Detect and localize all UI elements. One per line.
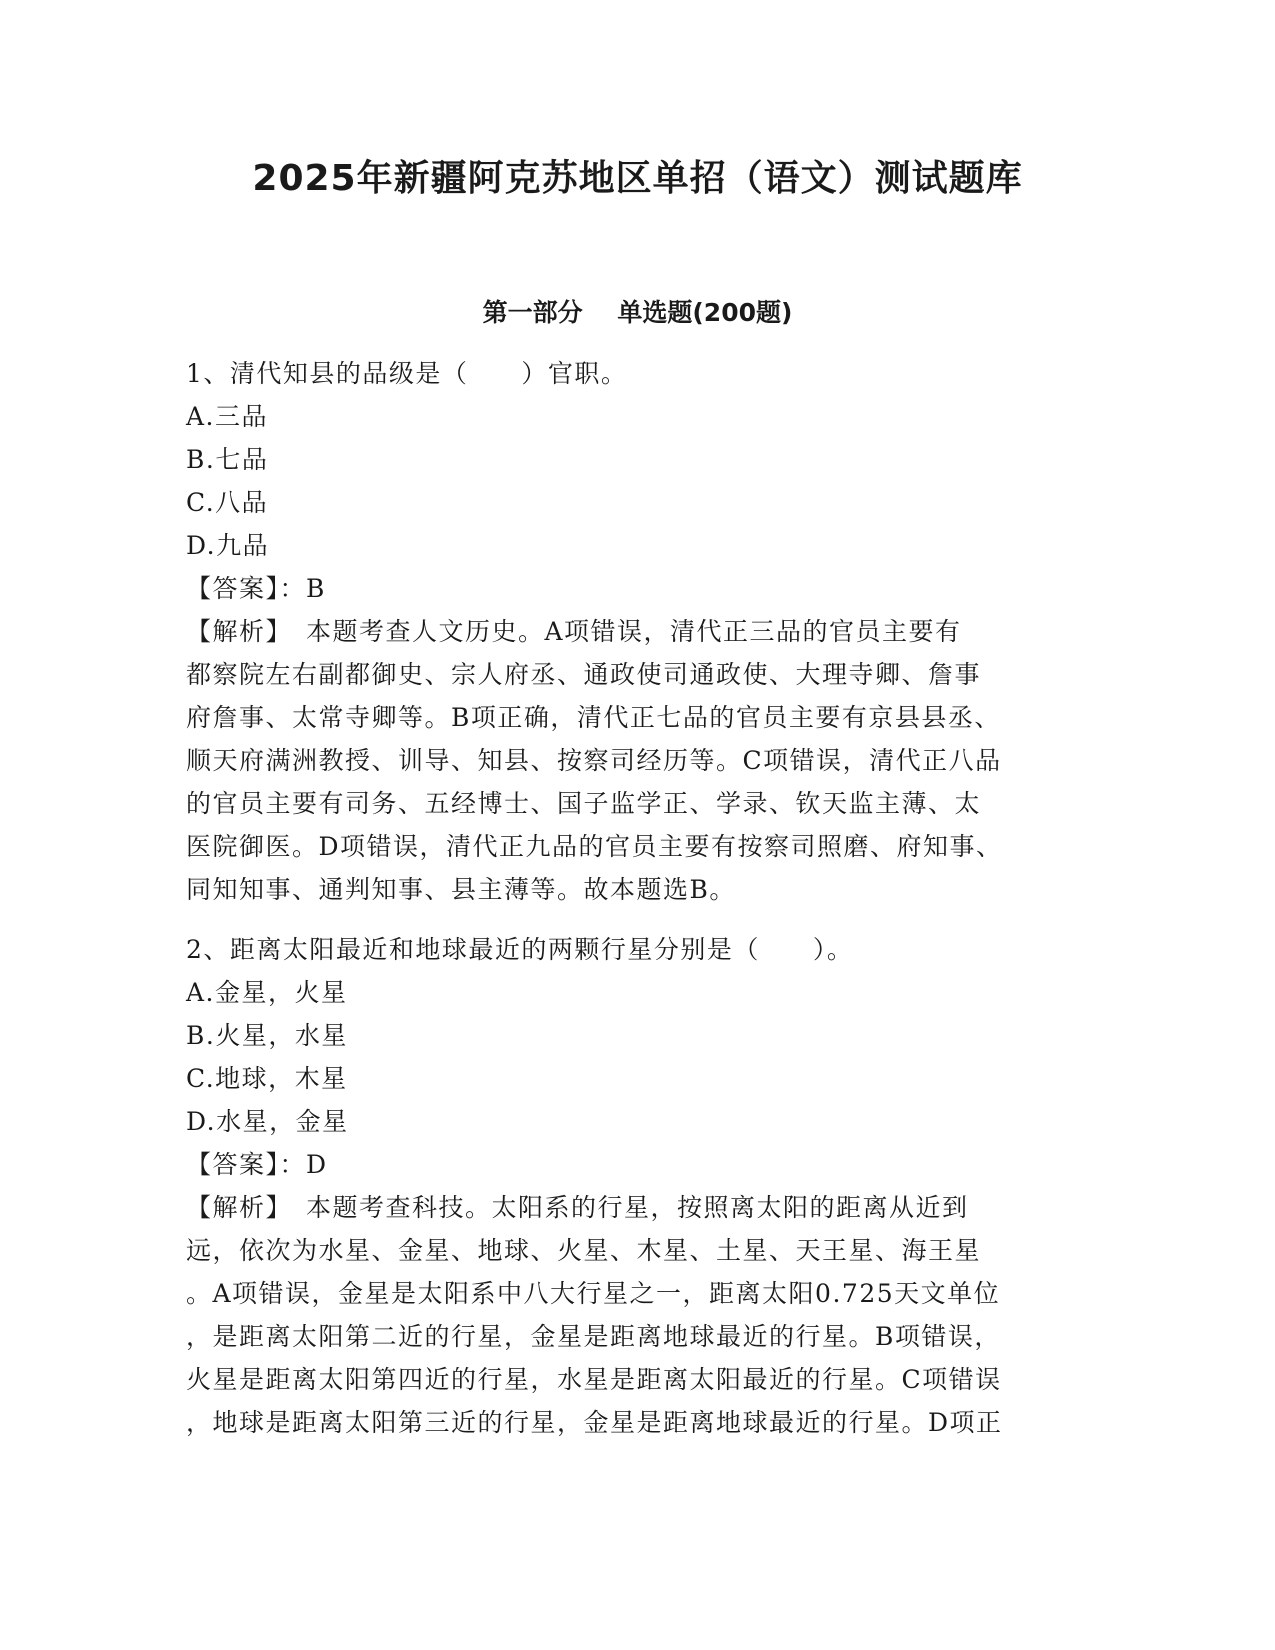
option-d: D.水星，金星	[186, 1107, 349, 1136]
analysis-line: 顺天府满洲教授、训导、知县、按察司经历等。C项错误，清代正八品	[186, 746, 1002, 775]
analysis-line: 府詹事、太常寺卿等。B项正确，清代正七品的官员主要有京县县丞、	[186, 703, 1001, 732]
option-b: B.火星，水星	[186, 1021, 348, 1050]
document-title: 2025年新疆阿克苏地区单招（语文）测试题库	[252, 158, 1023, 199]
answer: 【答案】：D	[186, 1150, 328, 1179]
analysis-line: 远，依次为水星、金星、地球、火星、木星、土星、天王星、海王星	[186, 1236, 982, 1265]
answer: 【答案】：B	[186, 574, 326, 603]
analysis-line: 火星是距离太阳第四近的行星，水星是距离太阳最近的行星。C项错误	[186, 1365, 1002, 1394]
analysis-line: 。A项错误，金星是太阳系中八大行星之一，距离太阳0.725天文单位	[186, 1279, 1001, 1308]
analysis-line: 【解析】 本题考查科技。太阳系的行星，按照离太阳的距离从近到	[186, 1193, 969, 1222]
question-spacer	[186, 911, 1086, 928]
question-stem: 1、清代知县的品级是（ ）官职。	[186, 359, 628, 388]
analysis-line: 的官员主要有司务、五经博士、国子监学正、学录、钦天监主薄、太	[186, 789, 982, 818]
option-a: A.金星，火星	[186, 978, 348, 1007]
question-1	[186, 352, 1086, 911]
option-c: C.八品	[186, 488, 269, 517]
option-b: B.七品	[186, 445, 269, 474]
analysis-line: ，地球是距离太阳第三近的行星，金星是距离地球最近的行星。D项正	[186, 1408, 1003, 1437]
option-d: D.九品	[186, 531, 270, 560]
question-list	[186, 352, 1086, 1444]
analysis-line: 同知知事、通判知事、县主薄等。故本题选B。	[186, 875, 736, 904]
analysis-line: 医院御医。D项错误，清代正九品的官员主要有按察司照磨、府知事、	[186, 832, 1003, 861]
option-a: A.三品	[186, 402, 269, 431]
analysis-line: ，是距离太阳第二近的行星，金星是距离地球最近的行星。B项错误，	[186, 1322, 1001, 1351]
section-title: 第一部分 单选题(200题)	[482, 298, 793, 327]
question-stem: 2、距离太阳最近和地球最近的两颗行星分别是（ ）。	[186, 935, 854, 964]
question-2	[186, 928, 1086, 1444]
analysis-line: 【解析】 本题考查人文历史。A项错误，清代正三品的官员主要有	[186, 617, 962, 646]
option-c: C.地球，木星	[186, 1064, 348, 1093]
analysis-line: 都察院左右副都御史、宗人府丞、通政使司通政使、大理寺卿、詹事	[186, 660, 982, 689]
